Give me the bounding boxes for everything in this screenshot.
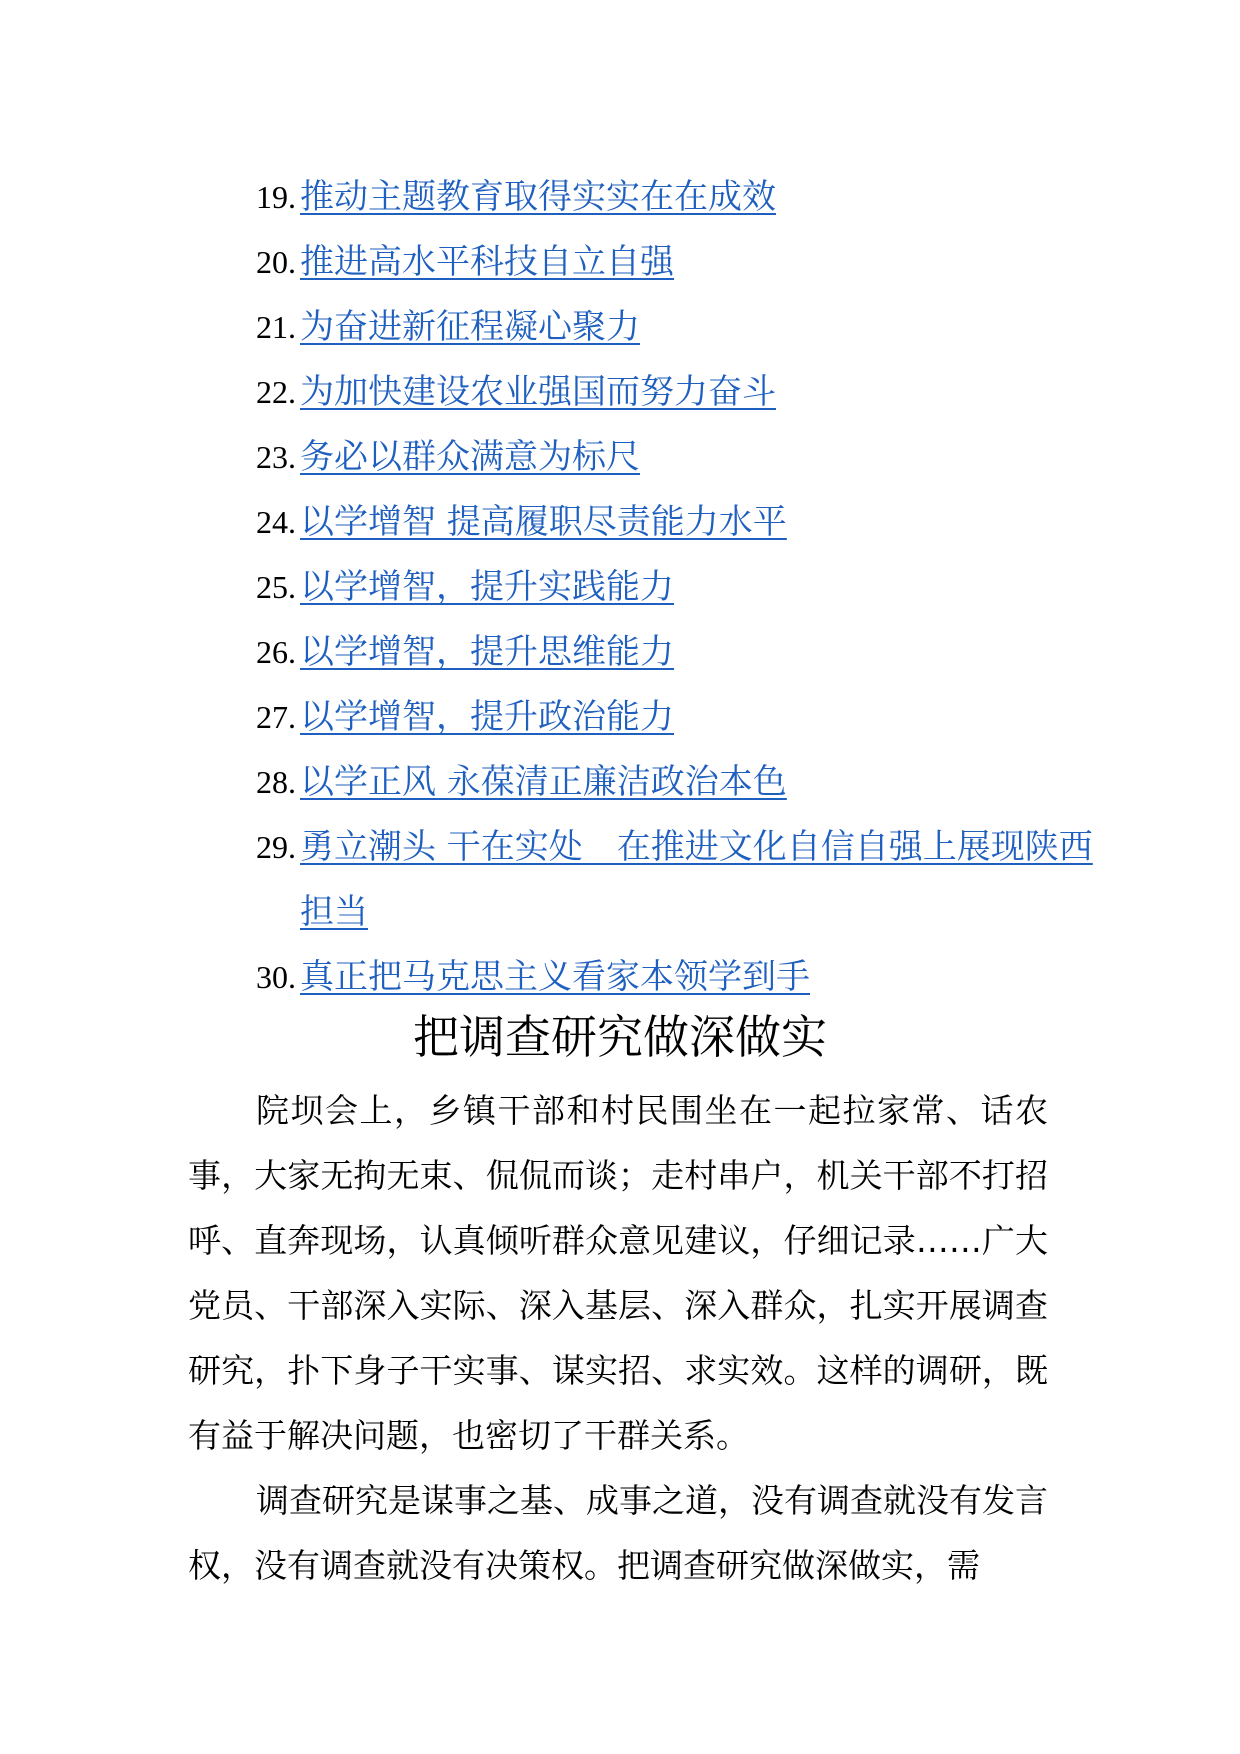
toc-item-number: 29. xyxy=(256,829,296,865)
toc-item-number: 27. xyxy=(256,699,296,735)
toc-item-25 xyxy=(256,555,1116,620)
toc-item-27 xyxy=(256,685,1116,750)
toc-item-21 xyxy=(256,295,1116,360)
toc-link-20[interactable]: 推进高水平科技自立自强 xyxy=(300,242,674,282)
toc-item-number: 26. xyxy=(256,634,296,670)
article-paragraph-1: 院坝会上，乡镇干部和村民围坐在一起拉家常、话农事，大家无拘无束、侃侃而谈；走村串户，机关干部不打招呼、直奔现场，认真倾听群众意见建议，仔细记录……广大党员、干部深入实际、深入基层、深入群众，扎实开展调查研究，扑下身子干实事、谋实招、求实效。这样的调研，既有益于解决问题，也密切了干群关系。 xyxy=(188,1091,1048,1455)
table-of-contents xyxy=(256,165,1116,1010)
toc-link-27[interactable]: 以学增智，提升政治能力 xyxy=(300,697,674,737)
toc-link-30[interactable]: 真正把马克思主义看家本领学到手 xyxy=(300,957,810,997)
toc-item-number: 23. xyxy=(256,439,296,475)
article-title: 把调查研究做深做实 xyxy=(413,1010,827,1064)
toc-link-26[interactable]: 以学增智，提升思维能力 xyxy=(300,632,674,672)
article-paragraph-2: 调查研究是谋事之基、成事之道，没有调查就没有发言权，没有调查就没有决策权。把调查研究做深做实，需 xyxy=(188,1481,1048,1585)
toc-item-number: 25. xyxy=(256,569,296,605)
toc-item-20 xyxy=(256,230,1116,295)
toc-item-number: 19. xyxy=(256,179,296,215)
toc-item-30 xyxy=(256,945,1116,1010)
toc-item-26 xyxy=(256,620,1116,685)
toc-item-number: 21. xyxy=(256,309,296,345)
toc-item-28 xyxy=(256,750,1116,815)
toc-link-23[interactable]: 务必以群众满意为标尺 xyxy=(300,437,640,477)
toc-item-number: 24. xyxy=(256,504,296,540)
toc-link-21[interactable]: 为奋进新征程凝心聚力 xyxy=(300,307,640,347)
toc-item-22 xyxy=(256,360,1116,425)
toc-item-23 xyxy=(256,425,1116,490)
article-body xyxy=(188,1078,1048,1598)
toc-item-number: 28. xyxy=(256,764,296,800)
toc-link-19[interactable]: 推动主题教育取得实实在在成效 xyxy=(300,177,776,217)
toc-item-19 xyxy=(256,165,1116,230)
toc-item-29 xyxy=(256,815,1116,945)
toc-item-number: 20. xyxy=(256,244,296,280)
toc-item-number: 30. xyxy=(256,959,296,995)
toc-link-28[interactable]: 以学正风 永葆清正廉洁政治本色 xyxy=(300,762,787,802)
toc-item-number: 22. xyxy=(256,374,296,410)
toc-link-29[interactable]: 勇立潮头 干在实处 在推进文化自信自强上展现陕西担当 xyxy=(300,827,1093,932)
toc-link-25[interactable]: 以学增智，提升实践能力 xyxy=(300,567,674,607)
toc-link-24[interactable]: 以学增智 提高履职尽责能力水平 xyxy=(300,502,787,542)
toc-item-24 xyxy=(256,490,1116,555)
toc-link-22[interactable]: 为加快建设农业强国而努力奋斗 xyxy=(300,372,776,412)
